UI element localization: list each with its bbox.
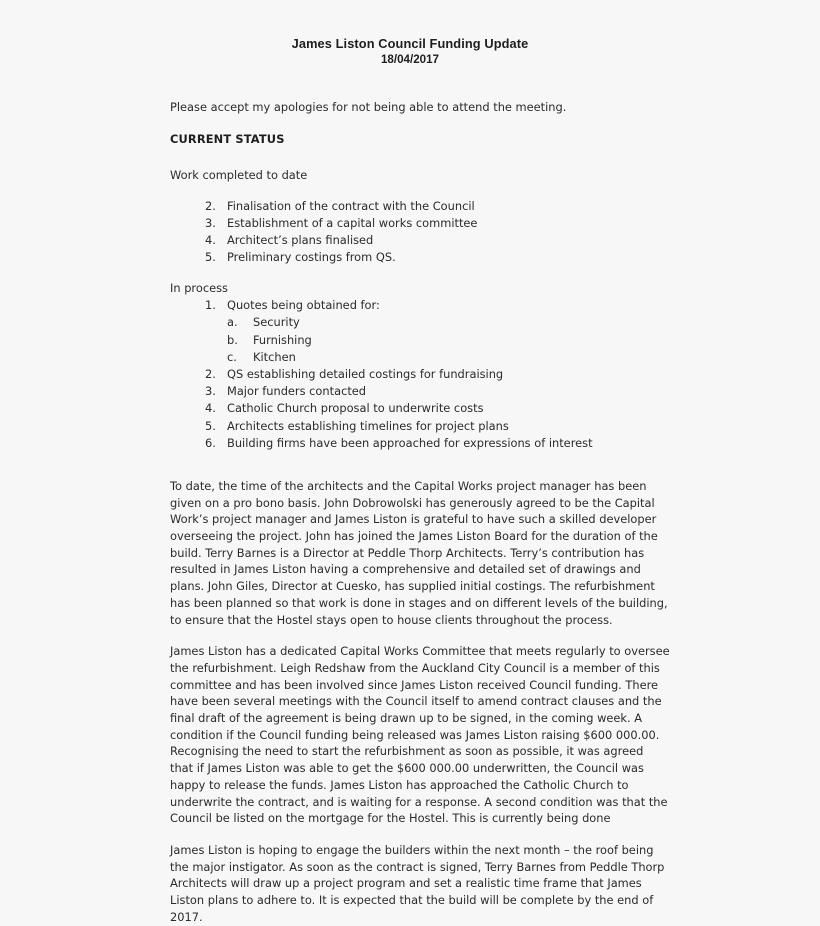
intro-paragraph: Please accept my apologies for not being able to attend the meeting. [170,100,567,115]
list-item-text: Architect’s plans finalised [227,232,374,247]
list-marker: 3. [205,384,216,399]
body-paragraph-2: James Liston has a dedicated Capital Works Committee that meets regularly to oversee the refurbishment. Leigh Redshaw from the Auckland City Council is a member of this committee and has been involved since James Liston received Council funding. There have been several meetings with the Council itself to amend contract clauses and the final draft of the agreement is being drawn up to be signed, in the coming week. A condition if the Council funding being released was James Liston raising $600 000.00. Recognising the need to start the refurbishment as soon as possible, it was agreed that if James Liston was able to get the $600 000.00 underwritten, the Council was happy to release the funds. James Liston has approached the Catholic Church to underwrite the contract, and is waiting for a response. A second condition was that the Council be listed on the mortgage for the Hostel. This is currently being done [170,644,670,826]
list-item-text: Preliminary costings from QS. [227,250,396,265]
list-item-text: Building firms have been approached for expressions of interest [227,435,593,450]
list-item [170,249,670,266]
list-item [170,215,670,232]
list-item-text: Architects establishing timelines for project plans [227,418,509,433]
list-item [170,435,670,452]
subheading-work-completed: Work completed to date [170,167,308,182]
list-marker: 5. [205,418,216,433]
list-marker: 4. [205,401,216,416]
list-marker: 2. [205,198,216,213]
in-process-list-first [170,297,670,314]
list-item [170,232,670,249]
list-item [170,314,670,331]
spacer [170,452,670,478]
list-item-text: Major funders contacted [227,384,367,399]
page-title: James Liston Council Funding Update [291,36,529,51]
completed-items-list [170,198,670,267]
list-item-text: Quotes being obtained for: [227,298,380,313]
list-item [170,297,670,314]
list-marker: 6. [205,435,216,450]
list-marker: a. [227,315,238,330]
spacer [170,266,670,280]
list-item-text: Finalisation of the contract with the Council [227,198,475,213]
list-marker: 2. [205,366,216,381]
list-item [170,349,670,366]
document-date: 18/04/2017 [380,52,440,66]
list-item-text: Kitchen [253,349,296,364]
quotes-sub-list [170,314,670,366]
list-marker: b. [227,332,238,347]
in-process-list-rest [170,366,670,452]
body-paragraph-3: James Liston is hoping to engage the builders within the next month – the roof being the major instigator. As soon as the contract is signed, Terry Barnes from Peddle Thorp Architects will draw up a project program and set a realistic time frame that James Liston plans to adhere to. It is expected that the build will be complete by the end of 2017. [170,842,665,924]
list-item [170,383,670,400]
section-heading-current-status: CURRENT STATUS [170,132,285,147]
body-paragraph-1: To date, the time of the architects and the Capital Works project manager has been given on a pro bono basis. John Dobrowolski has generously agreed to be the Capital Work’s project manager and James Liston is grateful to have such a skilled developer overseeing the project. John has joined the James Liston Board for the duration of the build. Terry Barnes is a Director at Peddle Thorp Architects. Terry’s contribution has resulted in James Liston having a comprehensive and detailed set of drawings and plans. John Giles, Director at Cuesko, has supplied initial costings. The refurbishment has been planned so that work is done in stages and on different levels of the building, to ensure that the Hostel stays open to house clients throughout the process. [170,478,668,627]
document-header [0,0,820,67]
list-marker: c. [227,349,237,364]
list-item-text: Security [253,315,300,330]
list-item-text: Furnishing [253,332,312,347]
list-item-text: Establishment of a capital works committee [227,215,478,230]
subheading-in-process: In process [170,281,228,296]
document-body [170,67,670,925]
list-marker: 4. [205,232,216,247]
list-marker: 1. [205,298,216,313]
list-item-text: QS establishing detailed costings for fundraising [227,366,504,381]
list-item-text: Catholic Church proposal to underwrite costs [227,401,484,416]
list-item [170,198,670,215]
list-marker: 5. [205,250,216,265]
list-item [170,400,670,417]
list-item [170,366,670,383]
list-marker: 3. [205,215,216,230]
list-item [170,418,670,435]
list-item [170,332,670,349]
